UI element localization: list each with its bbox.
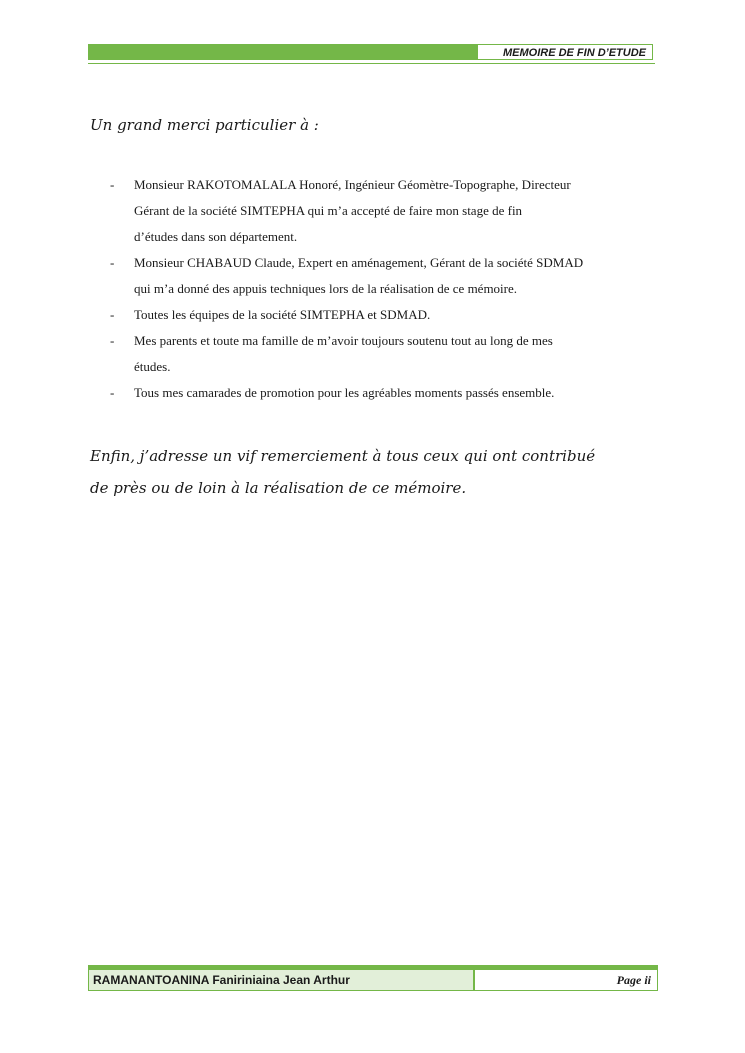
list-bullet: - xyxy=(110,307,115,322)
list-item-line: Monsieur RAKOTOMALALA Honoré, Ingénieur Géomètre-Topographe, Directeur xyxy=(134,177,571,192)
closing-line: de près ou de loin à la réalisation de ce mémoire. xyxy=(90,479,467,497)
closing-line: Enfin, j’adresse un vif remerciement à tous ceux qui ont contribué xyxy=(90,447,596,465)
closing-paragraph xyxy=(90,440,660,504)
list-item-line: Toutes les équipes de la société SIMTEPHA et SDMAD. xyxy=(134,307,431,322)
list-item xyxy=(134,172,654,250)
list-item xyxy=(134,302,654,328)
list-item-line: qui m’a donné des appuis techniques lors de la réalisation de ce mémoire. xyxy=(134,281,518,296)
list-item-line: Monsieur CHABAUD Claude, Expert en aménagement, Gérant de la société SDMAD xyxy=(134,255,584,270)
page-header xyxy=(88,44,655,66)
header-title: MEMOIRE DE FIN D’ETUDE xyxy=(477,44,653,60)
header-color-bar xyxy=(88,44,477,60)
list-bullet: - xyxy=(110,333,115,348)
list-item-line: Mes parents et toute ma famille de m’avoir toujours soutenu tout au long de mes xyxy=(134,333,553,348)
list-bullet: - xyxy=(110,177,115,192)
intro-heading: Un grand merci particulier à : xyxy=(90,116,319,134)
list-item xyxy=(134,380,654,406)
list-item-line: Tous mes camarades de promotion pour les agréables moments passés ensemble. xyxy=(134,385,555,400)
list-item-line: Gérant de la société SIMTEPHA qui m’a accepté de faire mon stage de fin xyxy=(134,203,523,218)
list-item-line: études. xyxy=(134,359,171,374)
list-item-line: d’études dans son département. xyxy=(134,229,298,244)
list-bullet: - xyxy=(110,385,115,400)
list-item xyxy=(134,250,654,302)
page-footer xyxy=(88,965,658,993)
header-rule xyxy=(88,63,655,64)
footer-author: RAMANANTOANINA Faniriniaina Jean Arthur xyxy=(88,969,474,991)
list-bullet: - xyxy=(110,255,115,270)
list-item xyxy=(134,328,654,380)
footer-page-number: Page ii xyxy=(474,969,658,991)
